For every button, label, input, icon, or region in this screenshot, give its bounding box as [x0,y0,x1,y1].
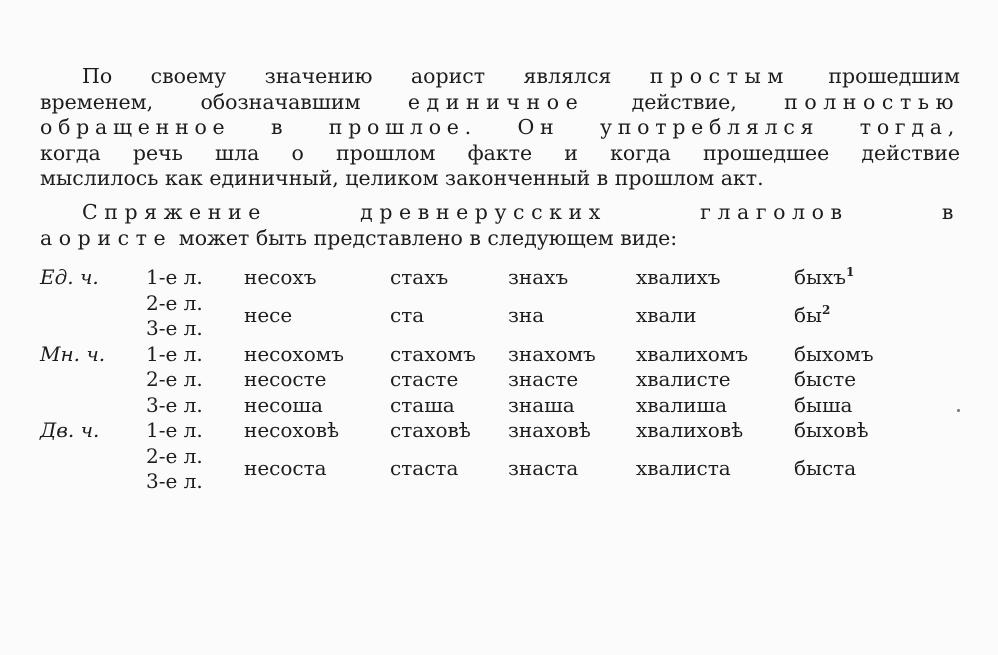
table-row [40,444,914,470]
person-label: 2-е л. [146,367,203,392]
table-row [40,342,914,368]
number-label: Мн. ч. [40,341,106,366]
verb-form: несохъ [244,265,317,290]
verb-form: хвалисте [636,367,731,392]
person-label: 3-е л. [146,392,203,417]
verb-form: стаста [390,456,459,481]
verb-form-cell [794,291,914,342]
person-label: 2-е л. [146,443,203,468]
verb-form: быша [794,392,853,417]
verb-form: стахомъ [390,341,476,366]
scan-speck [957,409,960,412]
table-row [40,393,914,419]
empty-cell [40,316,146,342]
spaced-word: простым [649,64,790,88]
book-page [40,64,960,495]
empty-cell [40,291,146,317]
aorist-conjugation-table [40,265,914,495]
verb-form: хвалиша [636,392,728,417]
verb-form: стахъ [390,265,449,290]
verb-form: знаша [508,392,575,417]
verb-form: несе [244,303,293,328]
number-label: Ед. ч. [40,265,99,290]
paragraph1-line2 [40,90,960,116]
verb-form: быхомъ [794,341,874,366]
verb-form: несохомъ [244,341,345,366]
empty-cell [40,444,146,470]
text-fragment: прошедшим [828,64,960,88]
footnote-mark: 1 [845,265,855,280]
text-fragment: По своему значению аорист являлся [82,64,612,88]
paragraph2-line1: Спряжение древнерусских глаголов в [82,199,960,224]
verb-form-cell [794,265,914,291]
empty-cell [40,393,146,419]
person-label: 1-е л. [146,341,203,366]
verb-form: несоста [244,456,327,481]
verb-form: знахъ [508,265,569,290]
verb-form: хвали [636,303,697,328]
verb-form: быховѣ [794,418,869,443]
person-label: 2-е л. [146,290,203,315]
spaced-word: аористе [40,225,173,250]
person-label: 3-е л. [146,316,203,341]
table-row [40,265,914,291]
paragraph1-line1 [40,64,960,90]
text-fragment: действие, [631,89,737,114]
table-row [40,418,914,444]
empty-cell [40,469,146,495]
verb-form: хвалихомъ [636,341,749,366]
verb-form: зна [508,303,545,328]
footnote-mark: 2 [821,303,831,318]
paragraph1-line5: мыслилось как единичный, целиком законченный в прошлом акт. [40,166,764,191]
text-fragment: временем, обозначавшим [40,89,361,114]
person-label: 3-е л. [146,469,203,494]
paragraph2-line2 [40,226,960,252]
verb-form: хвалиховѣ [636,418,744,443]
verb-form: бысте [794,367,857,392]
verb-form: несоша [244,392,323,417]
verb-form: хвалихъ [636,265,721,290]
spaced-word: единичное [407,89,585,114]
text-fragment: может быть представлено в следующем виде: [178,225,678,250]
verb-form: бы [794,303,822,328]
verb-form: стасте [390,367,459,392]
paragraph-conjugation-intro [40,200,960,251]
spaced-word: полностью [784,89,960,114]
verb-form: знаста [508,456,579,481]
verb-form: ста [390,303,425,328]
verb-form: быхъ [794,265,846,290]
verb-form: сташа [390,392,455,417]
verb-form: знаховѣ [508,418,591,443]
verb-form: знасте [508,367,579,392]
verb-form: хвалиста [636,456,731,481]
paragraph1-line3: обращенное в прошлое. Он употреблялся тогда, [40,115,960,140]
person-label: 1-е л. [146,418,203,443]
empty-cell [40,367,146,393]
verb-form: быста [794,456,857,481]
verb-form: стаховѣ [390,418,471,443]
verb-form: несоховѣ [244,418,340,443]
table-row [40,367,914,393]
number-label: Дв. ч. [40,418,100,443]
table-row [40,291,914,317]
person-label: 1-е л. [146,265,203,290]
verb-form: знахомъ [508,341,596,366]
verb-form: несосте [244,367,327,392]
paragraph1-line4: когда речь шла о прошлом факте и когда прошедшее действие [40,140,960,165]
paragraph-aorist-meaning [40,64,960,192]
